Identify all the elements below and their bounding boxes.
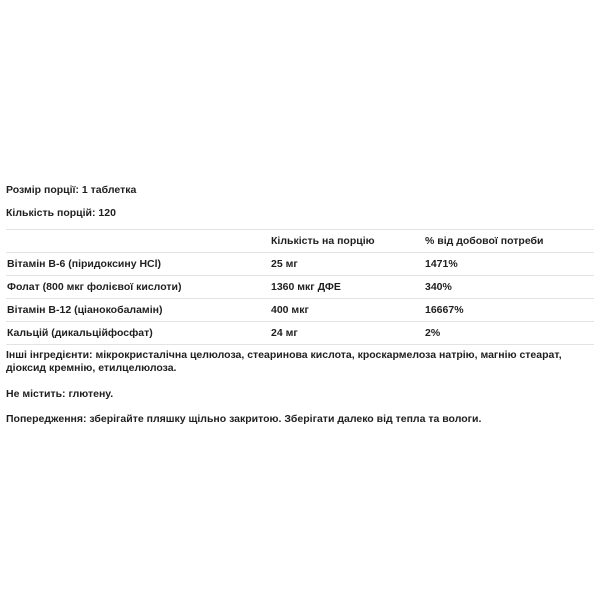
serving-size: Розмір порції: 1 таблетка: [6, 184, 137, 196]
nutrient-daily-value: 2%: [424, 322, 594, 345]
nutrient-amount: 25 мг: [270, 253, 424, 276]
nutrient-name: Вітамін B-12 (ціанокобаламін): [6, 299, 270, 322]
header-nutrient: [6, 230, 270, 253]
nutrient-name: Кальцій (дикальційфосфат): [6, 322, 270, 345]
nutrient-name: Вітамін B-6 (піридоксину HCl): [6, 253, 270, 276]
header-daily-value: % від добової потреби: [424, 230, 594, 253]
nutrient-amount: 24 мг: [270, 322, 424, 345]
storage-warning: Попередження: зберігайте пляшку щільно закритою. Зберігати далеко від тепла та вологи.: [6, 413, 482, 425]
nutrient-name: Фолат (800 мкг фолієвої кислоти): [6, 276, 270, 299]
table-row: [6, 253, 594, 276]
nutrient-amount: 1360 мкг ДФЕ: [270, 276, 424, 299]
nutrient-daily-value: 16667%: [424, 299, 594, 322]
supplement-facts: [6, 183, 596, 426]
nutrient-amount: 400 мкг: [270, 299, 424, 322]
table-header-row: [6, 230, 594, 253]
table-row: [6, 299, 594, 322]
nutrient-daily-value: 340%: [424, 276, 594, 299]
gluten-free-note: Не містить: глютену.: [6, 388, 114, 400]
servings-count: Кількість порцій: 120: [6, 207, 116, 219]
nutrient-daily-value: 1471%: [424, 253, 594, 276]
table-row: [6, 322, 594, 345]
other-ingredients: Інші інгредієнти: мікрокристалічна целюлоза, стеаринова кислота, кроскармелоза натрію, магнію стеарат, діоксид кремнію, етилцелюлоза.: [6, 349, 562, 374]
header-amount: Кількість на порцію: [270, 230, 424, 253]
table-row: [6, 276, 594, 299]
nutrition-table: [6, 229, 594, 345]
